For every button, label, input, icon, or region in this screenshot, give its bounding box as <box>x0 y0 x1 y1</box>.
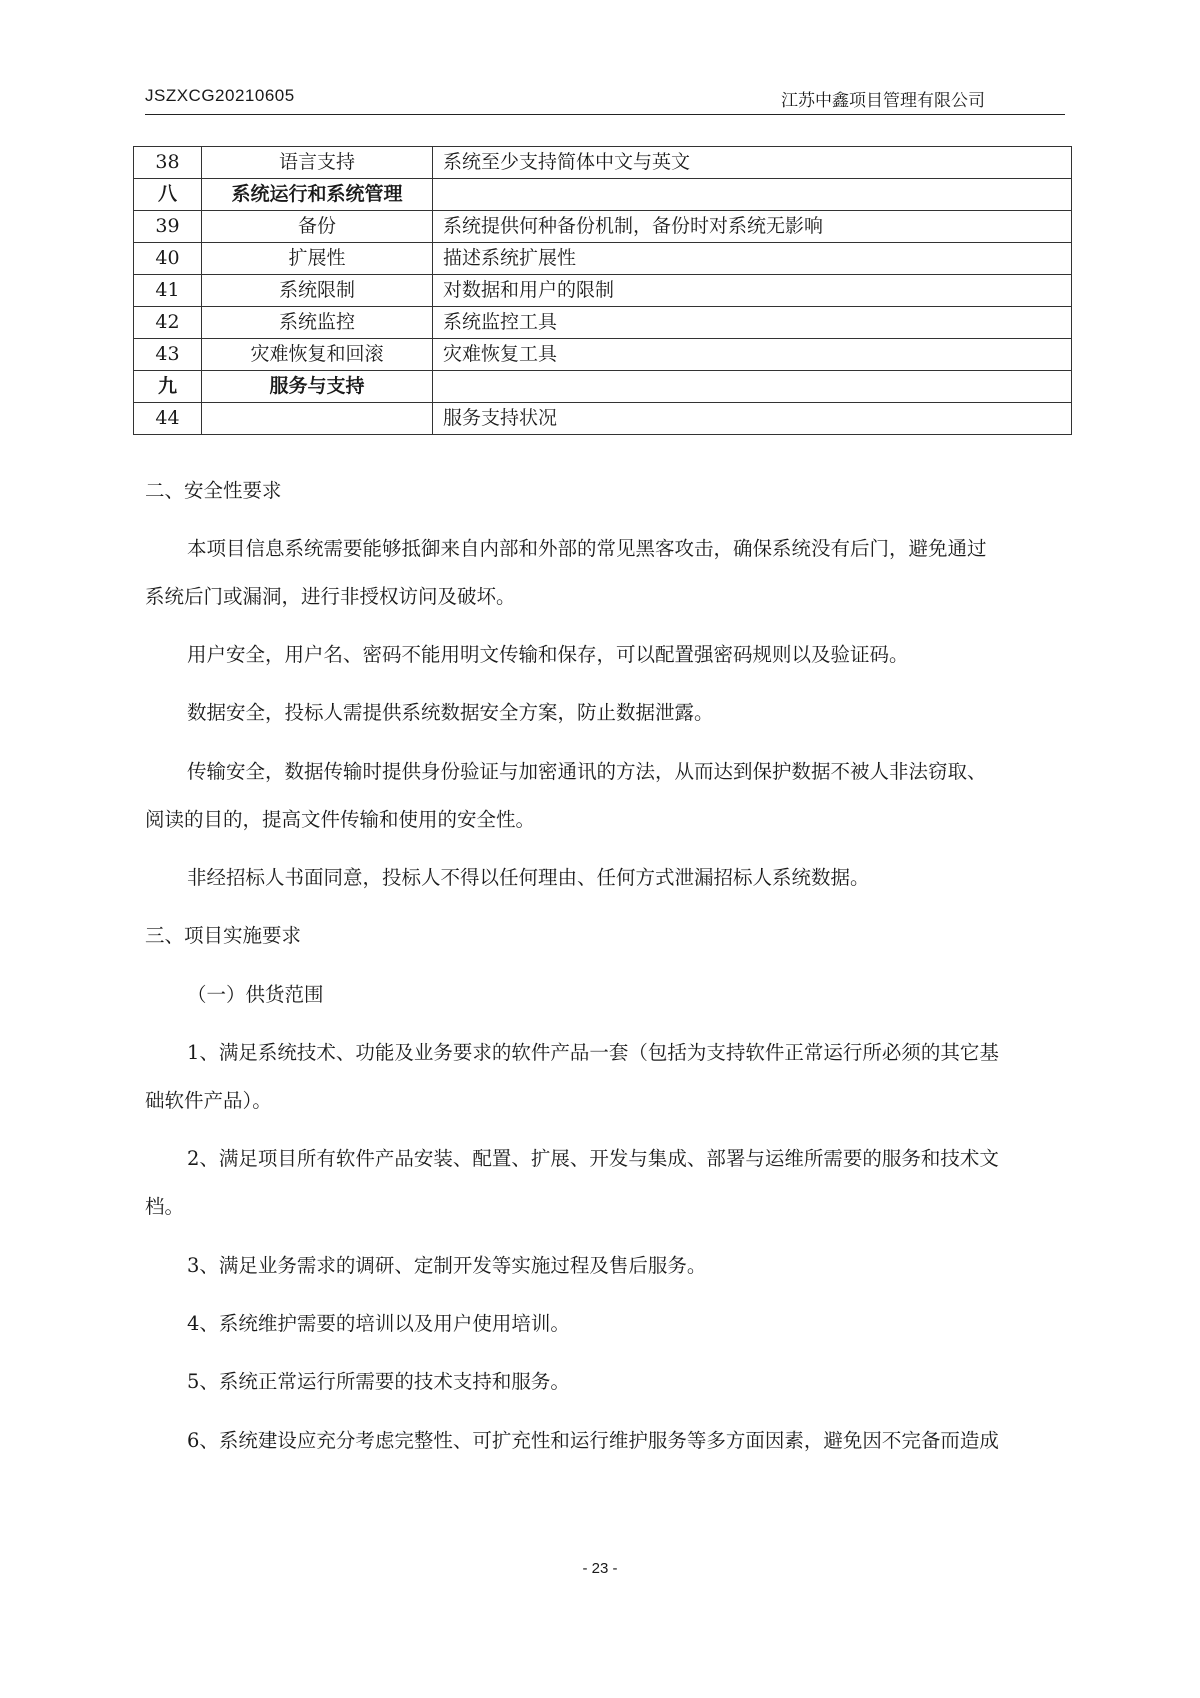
security-paragraph-3: 数据安全，投标人需提供系统数据安全方案，防止数据泄露。 <box>187 701 714 724</box>
row-number: 39 <box>134 211 202 243</box>
row-number: 43 <box>134 339 202 371</box>
table-section-row <box>134 371 1072 403</box>
row-description: 系统至少支持简体中文与英文 <box>433 147 1072 179</box>
supply-item-1-line-2: 础软件产品）。 <box>145 1089 272 1112</box>
security-paragraph-4-line-1: 传输安全，数据传输时提供身份验证与加密通讯的方法，从而达到保护数据不被人非法窃取、 <box>187 760 987 783</box>
row-number: 40 <box>134 243 202 275</box>
row-item: 扩展性 <box>202 243 433 275</box>
supply-item-2-line-1: 2、满足项目所有软件产品安装、配置、扩展、开发与集成、部署与运维所需要的服务和技术文 <box>187 1147 999 1170</box>
requirements-table <box>133 146 1072 435</box>
supply-item-3: 3、满足业务需求的调研、定制开发等实施过程及售后服务。 <box>187 1254 707 1277</box>
table-row <box>134 147 1072 179</box>
row-number: 41 <box>134 275 202 307</box>
row-item: 服务与支持 <box>202 371 433 403</box>
row-number: 八 <box>134 179 202 211</box>
page-header <box>145 84 1065 115</box>
row-number: 44 <box>134 403 202 435</box>
table-section-row <box>134 179 1072 211</box>
row-number: 38 <box>134 147 202 179</box>
supply-scope-heading: （一）供货范围 <box>187 983 324 1006</box>
row-number: 42 <box>134 307 202 339</box>
row-item: 系统监控 <box>202 307 433 339</box>
security-paragraph-5: 非经招标人书面同意，投标人不得以任何理由、任何方式泄漏招标人系统数据。 <box>187 866 870 889</box>
security-paragraph-1-line-2: 系统后门或漏洞，进行非授权访问及破坏。 <box>145 585 516 608</box>
row-description <box>433 371 1072 403</box>
row-item: 系统运行和系统管理 <box>202 179 433 211</box>
row-item: 备份 <box>202 211 433 243</box>
page-number: - 23 - <box>582 1560 618 1577</box>
table-row <box>134 275 1072 307</box>
row-description: 描述系统扩展性 <box>433 243 1072 275</box>
implementation-heading: 三、项目实施要求 <box>145 924 302 947</box>
supply-item-6-line-1: 6、系统建设应充分考虑完整性、可扩充性和运行维护服务等多方面因素，避免因不完备而造成 <box>187 1429 999 1452</box>
security-paragraph-4-line-2: 阅读的目的，提高文件传输和使用的安全性。 <box>145 808 536 831</box>
row-description: 灾难恢复工具 <box>433 339 1072 371</box>
table-row <box>134 403 1072 435</box>
row-description: 系统监控工具 <box>433 307 1072 339</box>
row-description: 服务支持状况 <box>433 403 1072 435</box>
row-item: 灾难恢复和回滚 <box>202 339 433 371</box>
table-row <box>134 307 1072 339</box>
table-row <box>134 211 1072 243</box>
company-name: 江苏中鑫项目管理有限公司 <box>781 91 985 111</box>
row-description: 对数据和用户的限制 <box>433 275 1072 307</box>
security-heading: 二、安全性要求 <box>145 479 282 502</box>
supply-item-1-line-1: 1、满足系统技术、功能及业务要求的软件产品一套（包括为支持软件正常运行所必须的其它基 <box>187 1041 999 1064</box>
table-row <box>134 243 1072 275</box>
table-row <box>134 339 1072 371</box>
row-description <box>433 179 1072 211</box>
row-item <box>202 403 433 435</box>
document-code: JSZXCG20210605 <box>145 86 295 105</box>
row-number: 九 <box>134 371 202 403</box>
row-item: 系统限制 <box>202 275 433 307</box>
security-paragraph-2: 用户安全，用户名、密码不能用明文传输和保存，可以配置强密码规则以及验证码。 <box>187 643 909 666</box>
supply-item-5: 5、系统正常运行所需要的技术支持和服务。 <box>187 1370 570 1393</box>
supply-item-2-line-2: 档。 <box>145 1195 185 1218</box>
row-item: 语言支持 <box>202 147 433 179</box>
supply-item-4: 4、系统维护需要的培训以及用户使用培训。 <box>187 1312 570 1335</box>
row-description: 系统提供何种备份机制，备份时对系统无影响 <box>433 211 1072 243</box>
security-paragraph-1-line-1: 本项目信息系统需要能够抵御来自内部和外部的常见黑客攻击，确保系统没有后门，避免通过 <box>187 537 987 560</box>
